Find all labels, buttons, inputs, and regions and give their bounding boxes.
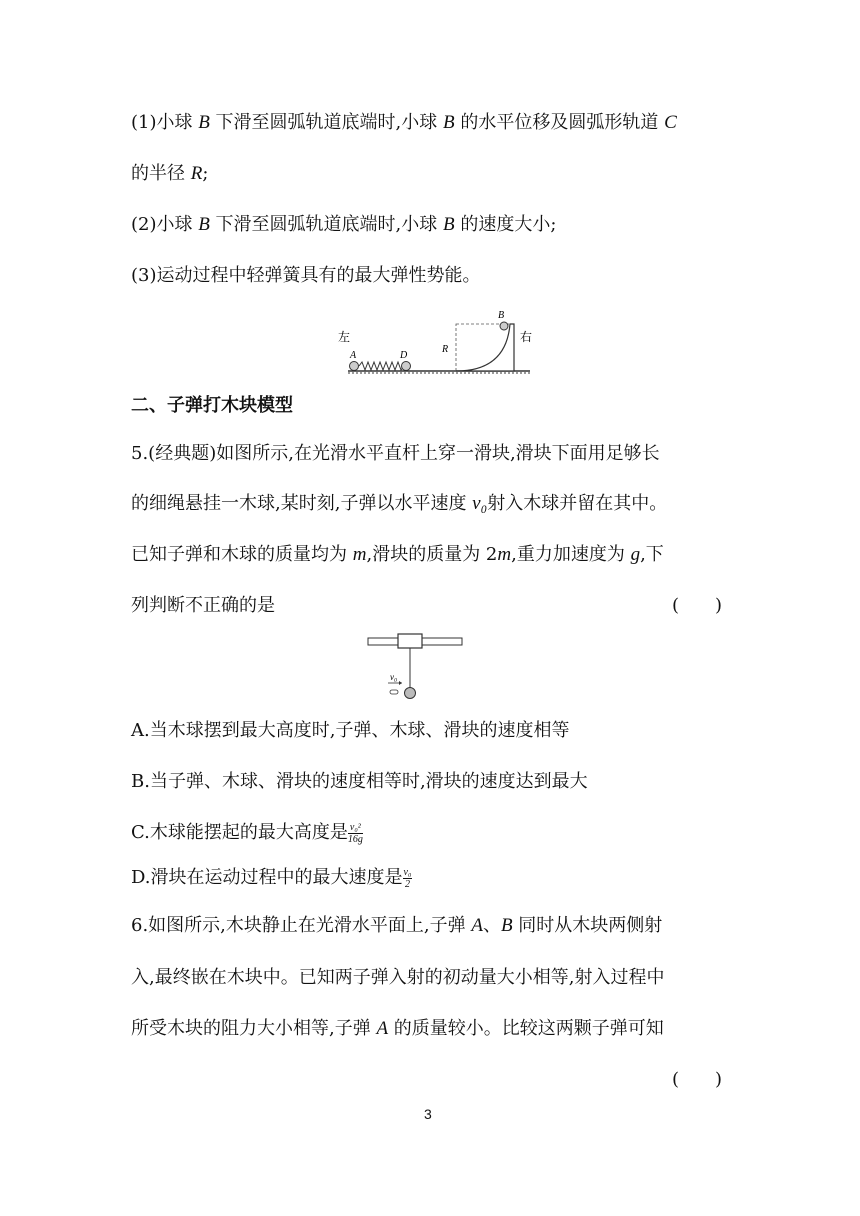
q6-line-1: 6.如图所示,木块静止在光滑水平面上,子弹 A、B 同时从木块两侧射 xyxy=(131,915,663,936)
ball-A xyxy=(350,362,359,371)
q6-line-2: 入,最终嵌在木块中。已知两子弹入射的初动量大小相等,射入过程中 xyxy=(131,967,665,988)
q-part-1: (1)小球 B 下滑至圆弧轨道底端时,小球 B 的水平位移及圆弧形轨道 C xyxy=(131,112,677,133)
fraction-height: $\frac{\text{v₀²}}{16g}$ xyxy=(347,821,363,845)
q5-line-3: 已知子弹和木球的质量均为 m,滑块的质量为 2m,重力加速度为 g,下 xyxy=(131,544,664,565)
ball-B xyxy=(500,322,508,330)
bullet xyxy=(390,690,398,694)
q5-option-C: C.木球能摆起的最大高度是 $\frac{\text{v₀²}}{16g}$ xyxy=(131,821,363,845)
q5-line-2: 的细绳悬挂一木球,某时刻,子弹以水平速度 v₀射入木球并留在其中。 xyxy=(131,493,668,514)
q5-option-D: D.滑块在运动过程中的最大速度是 $\frac{\text{v₀}}{2}$ xyxy=(131,866,412,890)
q5-option-A: A.当木球摆到最大高度时,子弹、木球、滑块的速度相等 xyxy=(131,720,570,741)
wooden-ball xyxy=(405,688,416,699)
ball-D xyxy=(402,362,411,371)
spring xyxy=(359,362,404,370)
q-part-1-cont: 的半径 R; xyxy=(131,163,209,184)
section-title: 二、子弹打木块模型 xyxy=(131,395,293,416)
q6-answer-paren: ( ) xyxy=(672,1069,723,1090)
q5-line-1: 5.(经典题)如图所示,在光滑水平直杆上穿一滑块,滑块下面用足够长 xyxy=(131,443,660,464)
label-B: B xyxy=(498,310,505,321)
spring-arc-figure xyxy=(330,306,550,378)
q5-line-4: 列判断不正确的是 xyxy=(131,595,275,616)
q5-option-B: B.当子弹、木球、滑块的速度相等时,滑块的速度达到最大 xyxy=(131,771,588,792)
fraction-speed: $\frac{\text{v₀}}{2}$ xyxy=(403,866,412,890)
label-left: 左 xyxy=(338,330,351,344)
fig-v0-label: v₀ xyxy=(390,672,398,682)
q6-line-3: 所受木块的阻力大小相等,子弹 A 的质量较小。比较这两颗子弹可知 xyxy=(131,1018,664,1039)
rod-slider-figure xyxy=(364,632,468,704)
q5-answer-paren: ( ) xyxy=(672,595,723,616)
label-right: 右 xyxy=(520,330,533,344)
page-number: 3 xyxy=(424,1106,432,1122)
q-part-2: (2)小球 B 下滑至圆弧轨道底端时,小球 B 的速度大小; xyxy=(131,214,557,235)
label-A: A xyxy=(350,350,357,361)
q-part-3: (3)运动过程中轻弹簧具有的最大弹性势能。 xyxy=(131,265,481,286)
slider-block xyxy=(398,634,422,648)
v0-arrowhead xyxy=(399,681,402,685)
arc-track-C xyxy=(456,324,514,371)
label-R: R xyxy=(442,344,449,355)
label-D: D xyxy=(400,350,408,361)
